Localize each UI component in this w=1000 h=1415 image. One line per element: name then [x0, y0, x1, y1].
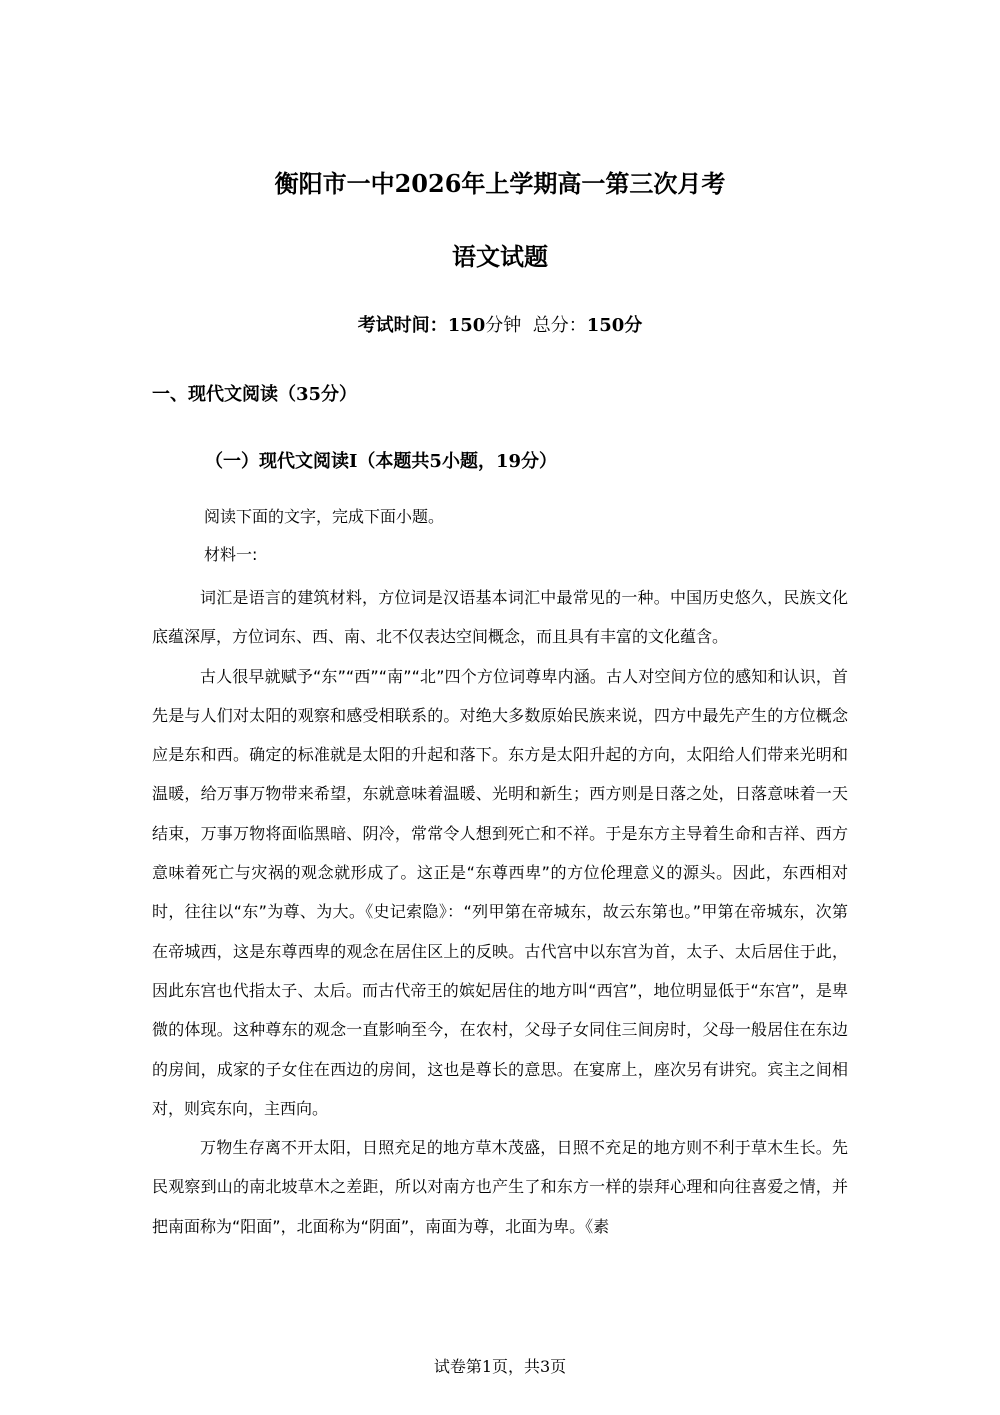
- passage-paragraph: 词汇是语言的建筑材料，方位词是汉语基本词汇中最常见的一种。中国历史悠久，民族文化底蕴深厚，方位词东、西、南、北不仅表达空间概念，而且具有丰富的文化蕴含。: [152, 588, 848, 647]
- exam-time-value: 150: [447, 315, 486, 336]
- material-label: 材料一:: [204, 545, 258, 564]
- exam-score-unit: 分: [624, 315, 643, 336]
- exam-time-label: 考试时间：: [357, 315, 448, 336]
- page-footer: 试卷第1页，共3页: [433, 1357, 567, 1376]
- exam-info: [0, 313, 1000, 339]
- section-heading: 一、现代文阅读（35分）: [152, 384, 358, 405]
- exam-score-value: 150: [586, 315, 625, 336]
- subsection-heading: （一）现代文阅读Ⅰ（本题共5小题，19分）: [205, 451, 557, 472]
- exam-score-label: 总分：: [532, 315, 587, 336]
- exam-subtitle: 语文试题: [452, 242, 548, 271]
- passage-body: [152, 578, 848, 1246]
- passage-paragraph: 古人很早就赋予“东”“西”“南”“北”四个方位词尊卑内涵。古人对空间方位的感知和认识，首先是与人们对太阳的观察和感受相联系的。对绝大多数原始民族来说，四方中最先产生的方位概念应是东和西。确定的标准就是太阳的升起和落下。东方是太阳升起的方向，太阳给人们带来光明和温暖，给万事万物带来希望，东就意味着温暖、光明和新生；西方则是日落之处，日落意味着一天结束，万事万物将面临黑暗、阴冷，常常令人想到死亡和不祥。于是东方主导着生命和吉祥、西方意味着死亡与灾祸的观念就形成了。这正是“东尊西卑”的方位伦理意义的源头。因此，东西相对时，往往以“东”为尊、为大。《史记索隐》：“列甲第在帝城东，故云东第也。”甲第在帝城东，次第在帝城西，这是东尊西卑的观念在居住区上的反映。古代宫中以东宫为首，太子、太后居住于此，因此东宫也代指太子、太后。而古代帝王的嫔妃居住的地方叫“西宫”，地位明显低于“东宫”，是卑微的体现。这种尊东的观念一直影响至今，在农村，父母子女同住三间房时，父母一般居住在东边的房间，成家的子女住在西边的房间，这也是尊长的意思。在宴席上，座次另有讲究。宾主之间相对，则宾东向，主西向。: [152, 666, 848, 1118]
- passage-paragraph: 万物生存离不开太阳，日照充足的地方草木茂盛，日照不充足的地方则不利于草木生长。先民观察到山的南北坡草木之差距，所以对南方也产生了和东方一样的崇拜心理和向往喜爱之情，并把南面称为“阳面”，北面称为“阴面”，南面为尊，北面为卑。《素: [152, 1138, 848, 1236]
- exam-time-unit: 分钟: [485, 315, 522, 336]
- reading-instruction: 阅读下面的文字，完成下面小题。: [204, 507, 445, 526]
- exam-title: 衡阳市一中2026年上学期高一第三次月考: [274, 169, 726, 198]
